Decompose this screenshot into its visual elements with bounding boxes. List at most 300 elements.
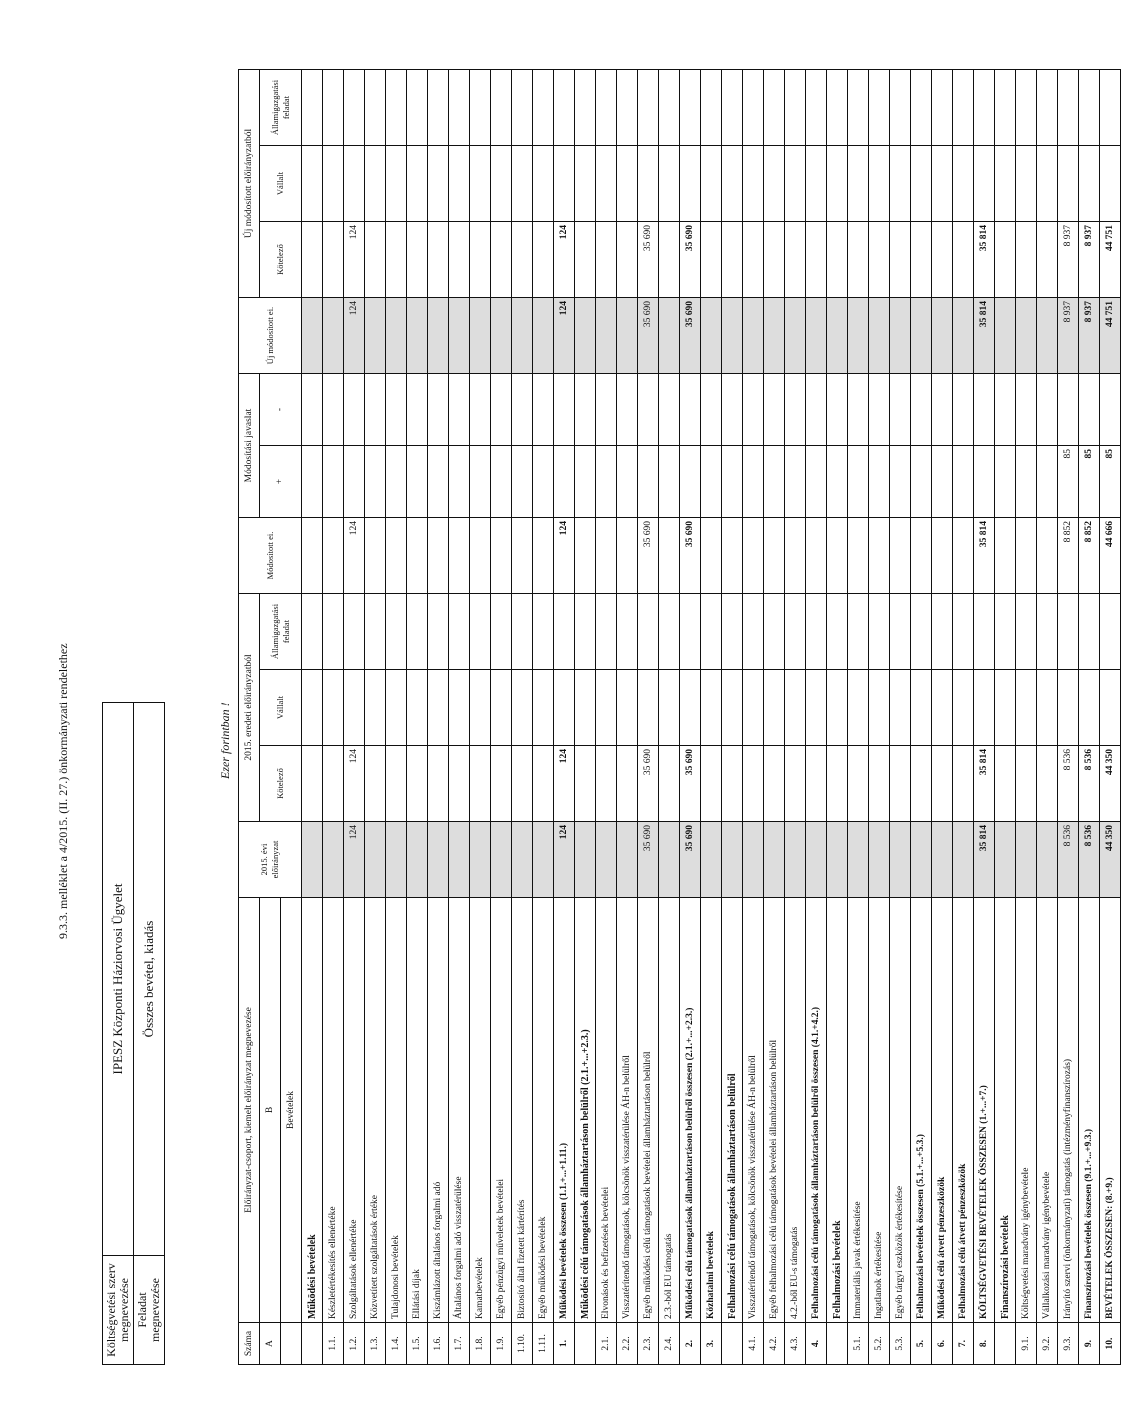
row-value <box>470 298 491 374</box>
unit-note: Ezer forintban ! <box>218 702 232 779</box>
row-value <box>890 298 911 374</box>
table-row <box>932 70 953 1365</box>
table-row <box>680 70 701 1365</box>
row-value <box>407 146 428 222</box>
row-value <box>869 222 890 298</box>
row-value <box>533 518 554 594</box>
table-row <box>491 70 512 1365</box>
row-number: 4. <box>806 1323 827 1365</box>
col-kotelezo2: Kötelező <box>260 222 302 298</box>
row-value <box>1037 746 1058 822</box>
row-value <box>470 670 491 746</box>
row-value <box>764 822 785 898</box>
row-value <box>638 374 659 446</box>
row-value <box>512 446 533 518</box>
row-value <box>806 518 827 594</box>
row-value <box>365 670 386 746</box>
row-value <box>323 746 344 822</box>
row-value <box>722 670 743 746</box>
row-value <box>722 594 743 670</box>
row-value <box>932 446 953 518</box>
row-value: 124 <box>344 518 365 594</box>
row-value <box>344 594 365 670</box>
row-value <box>806 70 827 146</box>
row-value <box>911 298 932 374</box>
org-value: IPESZ Központi Háziorvosi Ügyelet <box>103 703 134 1256</box>
row-value: 8 937 <box>1079 222 1100 298</box>
row-value <box>323 518 344 594</box>
row-label: Működési célú átvett pénzeszközök <box>932 898 953 1323</box>
row-value <box>617 594 638 670</box>
row-label: Egyéb tárgyi eszközök értékesítése <box>890 898 911 1323</box>
row-value <box>785 518 806 594</box>
row-label: 4.2.-ből EU-s támogatás <box>785 898 806 1323</box>
row-value: 8 536 <box>1058 746 1079 822</box>
row-value <box>1079 670 1100 746</box>
row-value <box>890 446 911 518</box>
row-value <box>491 446 512 518</box>
row-value <box>491 670 512 746</box>
row-value <box>848 518 869 594</box>
row-value: 35 690 <box>638 822 659 898</box>
row-value <box>575 146 596 222</box>
row-value <box>743 298 764 374</box>
row-value <box>764 374 785 446</box>
row-number: 2.1. <box>596 1323 617 1365</box>
row-value <box>659 374 680 446</box>
row-value <box>785 374 806 446</box>
row-number: 1.10. <box>512 1323 533 1365</box>
row-value: 8 937 <box>1058 298 1079 374</box>
row-value: 44 666 <box>1100 518 1121 594</box>
col-bevetelek: Bevételek <box>281 898 302 1323</box>
table-row <box>617 70 638 1365</box>
row-value <box>848 374 869 446</box>
row-number: 1.7. <box>449 1323 470 1365</box>
row-value <box>575 594 596 670</box>
row-value <box>617 146 638 222</box>
row-value: 8 852 <box>1079 518 1100 594</box>
row-value <box>449 146 470 222</box>
row-value <box>911 374 932 446</box>
row-value <box>911 70 932 146</box>
row-value <box>785 594 806 670</box>
row-value <box>617 298 638 374</box>
row-value <box>1079 70 1100 146</box>
row-value <box>1037 670 1058 746</box>
row-value <box>323 222 344 298</box>
row-value <box>491 518 512 594</box>
row-label: Egyéb működési célú támogatások bevételei államháztartáson belülről <box>638 898 659 1323</box>
row-value <box>848 298 869 374</box>
row-value <box>449 670 470 746</box>
row-value <box>533 822 554 898</box>
task-label: Feladat megnevezése <box>134 1256 165 1365</box>
row-value <box>764 518 785 594</box>
row-value <box>659 446 680 518</box>
row-value <box>932 298 953 374</box>
row-number: 7. <box>953 1323 974 1365</box>
row-value <box>428 70 449 146</box>
row-value <box>1058 594 1079 670</box>
row-value <box>806 446 827 518</box>
table-row <box>869 70 890 1365</box>
row-value <box>407 594 428 670</box>
row-number: 8. <box>974 1323 995 1365</box>
row-value <box>491 146 512 222</box>
row-value <box>575 374 596 446</box>
row-number: 5.1. <box>848 1323 869 1365</box>
row-value <box>323 146 344 222</box>
row-value <box>953 518 974 594</box>
row-number: 2.2. <box>617 1323 638 1365</box>
row-value <box>659 518 680 594</box>
row-value: 124 <box>554 822 575 898</box>
row-value <box>953 222 974 298</box>
row-value <box>1037 374 1058 446</box>
row-value <box>428 746 449 822</box>
row-value <box>365 70 386 146</box>
row-value <box>995 518 1016 594</box>
table-row <box>323 70 344 1365</box>
col-kotelezo: Kötelező <box>260 746 302 822</box>
row-value <box>386 146 407 222</box>
table-row <box>848 70 869 1365</box>
row-value <box>512 70 533 146</box>
row-value <box>449 298 470 374</box>
row-value <box>764 670 785 746</box>
row-value <box>533 670 554 746</box>
row-value <box>1016 298 1037 374</box>
row-value <box>554 70 575 146</box>
row-value <box>533 146 554 222</box>
row-value <box>953 146 974 222</box>
row-value <box>911 594 932 670</box>
row-value <box>953 298 974 374</box>
col-empty <box>281 1323 302 1365</box>
col-modositott: Módosított ei. <box>239 518 302 594</box>
row-value <box>596 518 617 594</box>
row-value <box>890 670 911 746</box>
row-value <box>953 446 974 518</box>
row-value <box>764 146 785 222</box>
row-value <box>680 446 701 518</box>
row-value <box>932 70 953 146</box>
row-number: 1.6. <box>428 1323 449 1365</box>
row-value <box>575 70 596 146</box>
row-number: 5.3. <box>890 1323 911 1365</box>
row-value <box>869 670 890 746</box>
row-value <box>764 594 785 670</box>
row-value <box>638 70 659 146</box>
row-value <box>827 594 848 670</box>
row-label: 2.3.-ból EU támogatás <box>659 898 680 1323</box>
row-value <box>596 374 617 446</box>
row-value: 35 690 <box>680 518 701 594</box>
row-value <box>785 822 806 898</box>
row-value <box>827 746 848 822</box>
row-value <box>575 670 596 746</box>
row-number: 2.4. <box>659 1323 680 1365</box>
table-row <box>890 70 911 1365</box>
row-value <box>428 374 449 446</box>
row-value <box>470 374 491 446</box>
col-vallalt: Vállalt <box>260 670 302 746</box>
row-value <box>344 446 365 518</box>
row-value: 35 690 <box>638 298 659 374</box>
row-value <box>911 146 932 222</box>
row-value <box>470 746 491 822</box>
row-value: 44 350 <box>1100 746 1121 822</box>
row-value <box>491 374 512 446</box>
row-value <box>1016 670 1037 746</box>
row-value <box>722 746 743 822</box>
row-value <box>449 822 470 898</box>
row-value <box>722 374 743 446</box>
row-value <box>932 594 953 670</box>
row-value <box>890 146 911 222</box>
row-value <box>407 70 428 146</box>
row-value <box>428 670 449 746</box>
row-value <box>470 146 491 222</box>
row-number: 6. <box>932 1323 953 1365</box>
row-value <box>701 222 722 298</box>
row-label: Elvonások és befizetések bevételei <box>596 898 617 1323</box>
row-value: 35 690 <box>680 222 701 298</box>
row-value <box>659 298 680 374</box>
row-value <box>743 146 764 222</box>
row-value <box>680 70 701 146</box>
row-value: 85 <box>1100 446 1121 518</box>
row-label: Egyéb pénzügyi műveletek bevételei <box>491 898 512 1323</box>
row-value <box>407 746 428 822</box>
col-uj-mod: Új módosított ei. <box>239 298 302 374</box>
row-value <box>722 298 743 374</box>
row-value <box>512 298 533 374</box>
table-row <box>575 70 596 1365</box>
row-value <box>1016 146 1037 222</box>
row-value <box>512 374 533 446</box>
row-value <box>722 446 743 518</box>
row-value <box>302 518 323 594</box>
row-number <box>575 1323 596 1365</box>
row-value <box>386 222 407 298</box>
row-value <box>302 822 323 898</box>
row-value <box>974 594 995 670</box>
row-value <box>596 746 617 822</box>
row-number: 1.3. <box>365 1323 386 1365</box>
row-value <box>638 146 659 222</box>
row-value: 44 751 <box>1100 298 1121 374</box>
row-value <box>365 146 386 222</box>
row-value <box>428 518 449 594</box>
row-value <box>806 222 827 298</box>
row-label: Kamatbevételek <box>470 898 491 1323</box>
row-value <box>827 374 848 446</box>
col-plus: + <box>260 446 302 518</box>
row-value <box>848 746 869 822</box>
row-value <box>512 222 533 298</box>
row-value <box>386 446 407 518</box>
col-allamig2: Államigazgatási feladat <box>260 70 302 146</box>
row-value <box>827 298 848 374</box>
row-value <box>890 518 911 594</box>
row-value <box>1100 594 1121 670</box>
row-value <box>932 518 953 594</box>
row-value <box>1079 146 1100 222</box>
row-value <box>743 822 764 898</box>
row-number: 5.2. <box>869 1323 890 1365</box>
row-value <box>827 146 848 222</box>
row-number: 1.11. <box>533 1323 554 1365</box>
row-value <box>827 670 848 746</box>
row-value <box>617 518 638 594</box>
row-value <box>659 594 680 670</box>
row-value <box>701 822 722 898</box>
row-value <box>995 298 1016 374</box>
row-value <box>995 70 1016 146</box>
row-value <box>1037 222 1058 298</box>
col-vallalt2: Vállalt <box>260 146 302 222</box>
row-value <box>974 446 995 518</box>
row-label: Felhalmozási célú támogatások államháztartáson belülről <box>722 898 743 1323</box>
table-body <box>302 70 1121 1365</box>
row-value <box>659 746 680 822</box>
row-value <box>638 670 659 746</box>
row-value: 8 536 <box>1079 746 1100 822</box>
row-value <box>911 518 932 594</box>
row-value <box>806 670 827 746</box>
row-value: 35 690 <box>638 518 659 594</box>
row-value <box>848 446 869 518</box>
row-value <box>743 446 764 518</box>
row-value <box>365 298 386 374</box>
row-value <box>365 518 386 594</box>
row-label: Készletértékesítés ellenértéke <box>323 898 344 1323</box>
row-value <box>890 222 911 298</box>
row-value <box>512 670 533 746</box>
row-value <box>722 222 743 298</box>
row-value <box>1016 374 1037 446</box>
row-value <box>407 446 428 518</box>
row-value <box>470 222 491 298</box>
row-value <box>449 70 470 146</box>
row-label: Visszatérítendő támogatások, kölcsönök visszatérülése ÁH-n belülről <box>617 898 638 1323</box>
row-value <box>953 746 974 822</box>
row-value <box>722 70 743 146</box>
row-value <box>785 746 806 822</box>
row-value <box>533 594 554 670</box>
row-value <box>491 222 512 298</box>
row-value: 124 <box>344 746 365 822</box>
row-value <box>1058 374 1079 446</box>
row-value <box>785 670 806 746</box>
row-value <box>995 222 1016 298</box>
row-value <box>1058 70 1079 146</box>
org-label: Költségvetési szerv megnevezése <box>103 1256 134 1365</box>
row-value <box>617 222 638 298</box>
row-value <box>932 222 953 298</box>
row-value <box>743 374 764 446</box>
row-value <box>974 70 995 146</box>
document-page <box>42 39 1115 1379</box>
row-value <box>407 822 428 898</box>
row-number: 1.9. <box>491 1323 512 1365</box>
row-value <box>1100 670 1121 746</box>
row-value <box>533 222 554 298</box>
table-row <box>449 70 470 1365</box>
row-value <box>911 822 932 898</box>
row-value <box>1016 594 1037 670</box>
row-value <box>953 670 974 746</box>
row-value <box>932 746 953 822</box>
row-value: 124 <box>554 746 575 822</box>
row-value <box>701 374 722 446</box>
row-value <box>974 146 995 222</box>
row-value: 85 <box>1079 446 1100 518</box>
row-value <box>323 446 344 518</box>
row-value <box>701 594 722 670</box>
row-value <box>323 70 344 146</box>
row-value <box>743 222 764 298</box>
col-evi: 2015. évi előirányzat <box>239 822 302 898</box>
row-value: 124 <box>554 298 575 374</box>
row-value <box>575 518 596 594</box>
row-value <box>449 518 470 594</box>
table-row <box>596 70 617 1365</box>
row-value: 35 690 <box>680 746 701 822</box>
row-value <box>722 146 743 222</box>
row-value: 35 814 <box>974 518 995 594</box>
row-value <box>995 670 1016 746</box>
row-value <box>533 374 554 446</box>
row-value <box>575 298 596 374</box>
row-value <box>323 298 344 374</box>
row-value <box>554 446 575 518</box>
row-value <box>638 594 659 670</box>
row-value <box>911 746 932 822</box>
row-value <box>848 70 869 146</box>
row-value <box>890 70 911 146</box>
row-value <box>575 222 596 298</box>
row-value <box>743 594 764 670</box>
row-value <box>785 446 806 518</box>
row-value <box>869 746 890 822</box>
row-value <box>302 670 323 746</box>
row-label: Felhalmozási bevételek összesen (5.1.+...+5.3.) <box>911 898 932 1323</box>
row-value <box>449 222 470 298</box>
row-value <box>302 446 323 518</box>
row-value <box>344 146 365 222</box>
table-row <box>1100 70 1121 1365</box>
row-number: 4.2. <box>764 1323 785 1365</box>
table-row <box>302 70 323 1365</box>
row-value <box>344 670 365 746</box>
row-value <box>890 374 911 446</box>
row-value <box>596 70 617 146</box>
row-value <box>617 70 638 146</box>
row-value <box>596 222 617 298</box>
row-label: Egyéb működési bevételek <box>533 898 554 1323</box>
row-value <box>1016 222 1037 298</box>
row-value <box>491 594 512 670</box>
row-value <box>890 822 911 898</box>
row-value <box>491 746 512 822</box>
table-row <box>638 70 659 1365</box>
row-value <box>575 746 596 822</box>
row-value <box>869 298 890 374</box>
row-value <box>827 518 848 594</box>
